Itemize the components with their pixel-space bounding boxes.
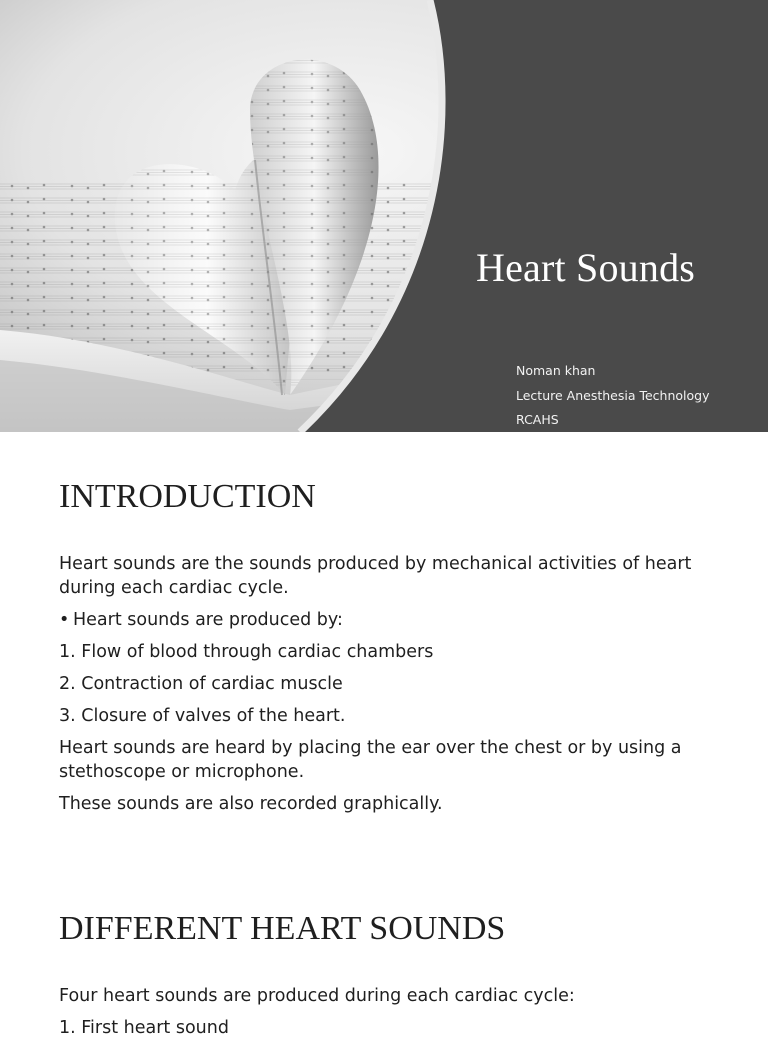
bullet-item	[59, 608, 719, 632]
different-heart-sounds-slide	[0, 864, 768, 1038]
slide-title: Heart Sounds	[476, 245, 696, 290]
slide-body	[59, 984, 719, 1048]
bullet-icon: •	[59, 610, 70, 630]
list-item: 3. Closure of valves of the heart.	[59, 706, 346, 726]
list-item: 2. Contraction of cardiac muscle	[59, 674, 343, 694]
introduction-slide	[0, 432, 768, 864]
author-role: Lecture Anesthesia Technology	[516, 388, 710, 403]
list-item: 1. First heart sound	[59, 1018, 229, 1038]
slide-body	[59, 552, 719, 824]
paragraph: Heart sounds are the sounds produced by mechanical activities of heart during each cardiac cycle.	[59, 554, 692, 598]
paragraph: Four heart sounds are produced during each cardiac cycle:	[59, 986, 575, 1006]
paragraph: Heart sounds are heard by placing the ear over the chest or by using a stethoscope or microphone.	[59, 738, 682, 782]
book-heart-image	[0, 0, 768, 432]
institution: RCAHS	[516, 412, 559, 427]
bullet-text: Heart sounds are produced by:	[73, 610, 343, 630]
slide-heading: DIFFERENT HEART SOUNDS	[59, 910, 506, 947]
slide-heading: INTRODUCTION	[59, 478, 316, 515]
author-name: Noman khan	[516, 363, 596, 378]
paragraph: These sounds are also recorded graphically.	[59, 794, 443, 814]
title-slide	[0, 0, 768, 432]
list-item: 1. Flow of blood through cardiac chambers	[59, 642, 434, 662]
